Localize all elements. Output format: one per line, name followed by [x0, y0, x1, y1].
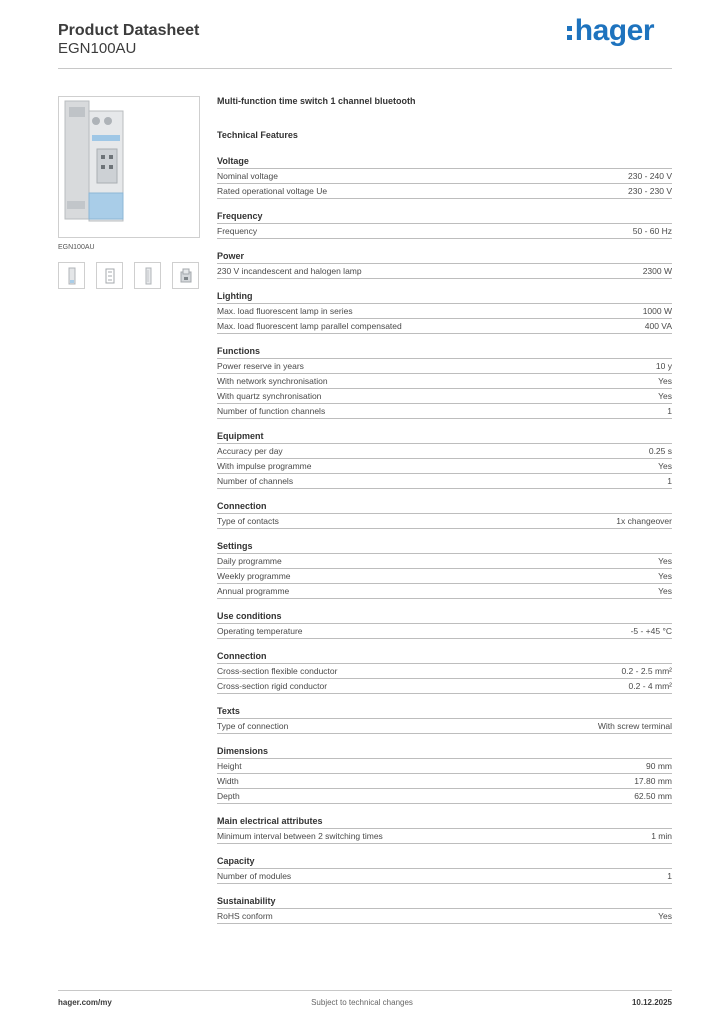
feature-value: 10 y [655, 361, 672, 371]
feature-label: Cross-section flexible conductor [217, 666, 338, 676]
feature-section [217, 744, 672, 804]
feature-value: 90 mm [646, 761, 672, 771]
feature-value: 0.2 - 2.5 mm² [621, 666, 672, 676]
feature-section [217, 429, 672, 489]
feature-label: Accuracy per day [217, 446, 283, 456]
feature-label: Type of contacts [217, 516, 279, 526]
feature-label: Depth [217, 791, 240, 801]
feature-label: Width [217, 776, 239, 786]
feature-row [217, 789, 672, 804]
feature-section [217, 289, 672, 334]
feature-row [217, 584, 672, 599]
section-title: Settings [217, 539, 672, 554]
section-title: Frequency [217, 209, 672, 224]
feature-value: 17.80 mm [634, 776, 672, 786]
feature-section [217, 814, 672, 844]
feature-row [217, 459, 672, 474]
feature-row [217, 719, 672, 734]
feature-value: 1 [667, 406, 672, 416]
feature-value: 1 [667, 476, 672, 486]
feature-row [217, 389, 672, 404]
feature-row [217, 569, 672, 584]
section-title: Power [217, 249, 672, 264]
feature-row [217, 909, 672, 924]
feature-label: With impulse programme [217, 461, 312, 471]
feature-label: Number of channels [217, 476, 294, 486]
feature-value: 230 - 240 V [628, 171, 672, 181]
din-rail-time-switch-image [59, 97, 199, 237]
feature-section [217, 249, 672, 279]
product-image[interactable] [58, 96, 200, 238]
product-title: Multi-function time switch 1 channel bluetooth [217, 96, 416, 106]
feature-row [217, 664, 672, 679]
feature-section [217, 499, 672, 529]
product-code: EGN100AU [58, 40, 137, 57]
feature-label: With network synchronisation [217, 376, 328, 386]
feature-row [217, 224, 672, 239]
feature-label: 230 V incandescent and halogen lamp [217, 266, 362, 276]
feature-label: Operating temperature [217, 626, 303, 636]
feature-section [217, 539, 672, 599]
thumb-side-icon[interactable] [134, 262, 161, 289]
feature-value: 0.2 - 4 mm² [628, 681, 672, 691]
feature-value: 50 - 60 Hz [632, 226, 672, 236]
feature-value: Yes [658, 461, 672, 471]
feature-label: Number of function channels [217, 406, 326, 416]
feature-value: 2300 W [642, 266, 672, 276]
section-title: Texts [217, 704, 672, 719]
image-caption: EGN100AU [58, 244, 95, 251]
feature-value: 230 - 230 V [628, 186, 672, 196]
feature-row [217, 444, 672, 459]
feature-value: Yes [658, 571, 672, 581]
section-title: Connection [217, 649, 672, 664]
section-title: Voltage [217, 154, 672, 169]
page-title: Product Datasheet [58, 22, 200, 39]
feature-label: Frequency [217, 226, 258, 236]
feature-row [217, 624, 672, 639]
feature-label: Max. load fluorescent lamp in series [217, 306, 353, 316]
section-title: Functions [217, 344, 672, 359]
footer-disclaimer: Subject to technical changes [311, 998, 413, 1007]
feature-label: Annual programme [217, 586, 290, 596]
feature-section [217, 344, 672, 419]
feature-row [217, 404, 672, 419]
feature-label: Cross-section rigid conductor [217, 681, 328, 691]
thumbnail-strip [58, 262, 199, 289]
feature-value: 400 VA [644, 321, 672, 331]
feature-row [217, 514, 672, 529]
feature-value: Yes [658, 586, 672, 596]
section-title: Connection [217, 499, 672, 514]
section-title: Sustainability [217, 894, 672, 909]
feature-label: RoHS conform [217, 911, 273, 921]
section-title: Lighting [217, 289, 672, 304]
feature-value: 1 [667, 871, 672, 881]
feature-label: With quartz synchronisation [217, 391, 322, 401]
hager-logo[interactable] [567, 14, 654, 48]
feature-section [217, 154, 672, 199]
feature-label: Type of connection [217, 721, 289, 731]
feature-label: Nominal voltage [217, 171, 278, 181]
feature-row [217, 374, 672, 389]
feature-label: Rated operational voltage Ue [217, 186, 328, 196]
datasheet-content [217, 96, 672, 934]
feature-value: With screw terminal [597, 721, 672, 731]
feature-value: 1x changeover [616, 516, 672, 526]
section-title: Equipment [217, 429, 672, 444]
feature-row [217, 474, 672, 489]
feature-row [217, 264, 672, 279]
feature-label: Number of modules [217, 871, 292, 881]
feature-section [217, 854, 672, 884]
section-title: Main electrical attributes [217, 814, 672, 829]
feature-label: Power reserve in years [217, 361, 304, 371]
feature-section [217, 894, 672, 924]
header-divider [58, 68, 672, 69]
footer-website-link[interactable]: hager.com/my [58, 998, 112, 1007]
logo-dots-icon [567, 26, 572, 40]
feature-sections [217, 154, 672, 924]
feature-row [217, 774, 672, 789]
feature-row [217, 304, 672, 319]
feature-row [217, 679, 672, 694]
feature-value: Yes [658, 911, 672, 921]
feature-value: Yes [658, 376, 672, 386]
feature-row [217, 554, 672, 569]
footer-date: 10.12.2025 [631, 998, 672, 1007]
footer-divider [58, 990, 672, 991]
feature-value: 1 min [651, 831, 672, 841]
feature-value: Yes [658, 556, 672, 566]
feature-label: Weekly programme [217, 571, 291, 581]
feature-row [217, 319, 672, 334]
feature-row [217, 869, 672, 884]
feature-value: -5 - +45 °C [630, 626, 672, 636]
feature-row [217, 829, 672, 844]
feature-label: Minimum interval between 2 switching times [217, 831, 383, 841]
feature-row [217, 359, 672, 374]
feature-row [217, 759, 672, 774]
feature-label: Max. load fluorescent lamp parallel compensated [217, 321, 402, 331]
section-title: Capacity [217, 854, 672, 869]
feature-section [217, 649, 672, 694]
feature-label: Height [217, 761, 242, 771]
thumb-front-icon[interactable] [58, 262, 85, 289]
feature-value: 0.25 s [648, 446, 672, 456]
feature-section [217, 704, 672, 734]
thumb-angle-icon[interactable] [172, 262, 199, 289]
feature-value: Yes [658, 391, 672, 401]
feature-section [217, 209, 672, 239]
logo-text: hager [574, 14, 654, 47]
feature-value: 62.50 mm [634, 791, 672, 801]
feature-section [217, 609, 672, 639]
section-title: Use conditions [217, 609, 672, 624]
feature-label: Daily programme [217, 556, 282, 566]
technical-features-heading: Technical Features [217, 130, 298, 140]
feature-value: 1000 W [642, 306, 672, 316]
section-title: Dimensions [217, 744, 672, 759]
feature-row [217, 184, 672, 199]
feature-row [217, 169, 672, 184]
thumb-wiring-icon[interactable] [96, 262, 123, 289]
